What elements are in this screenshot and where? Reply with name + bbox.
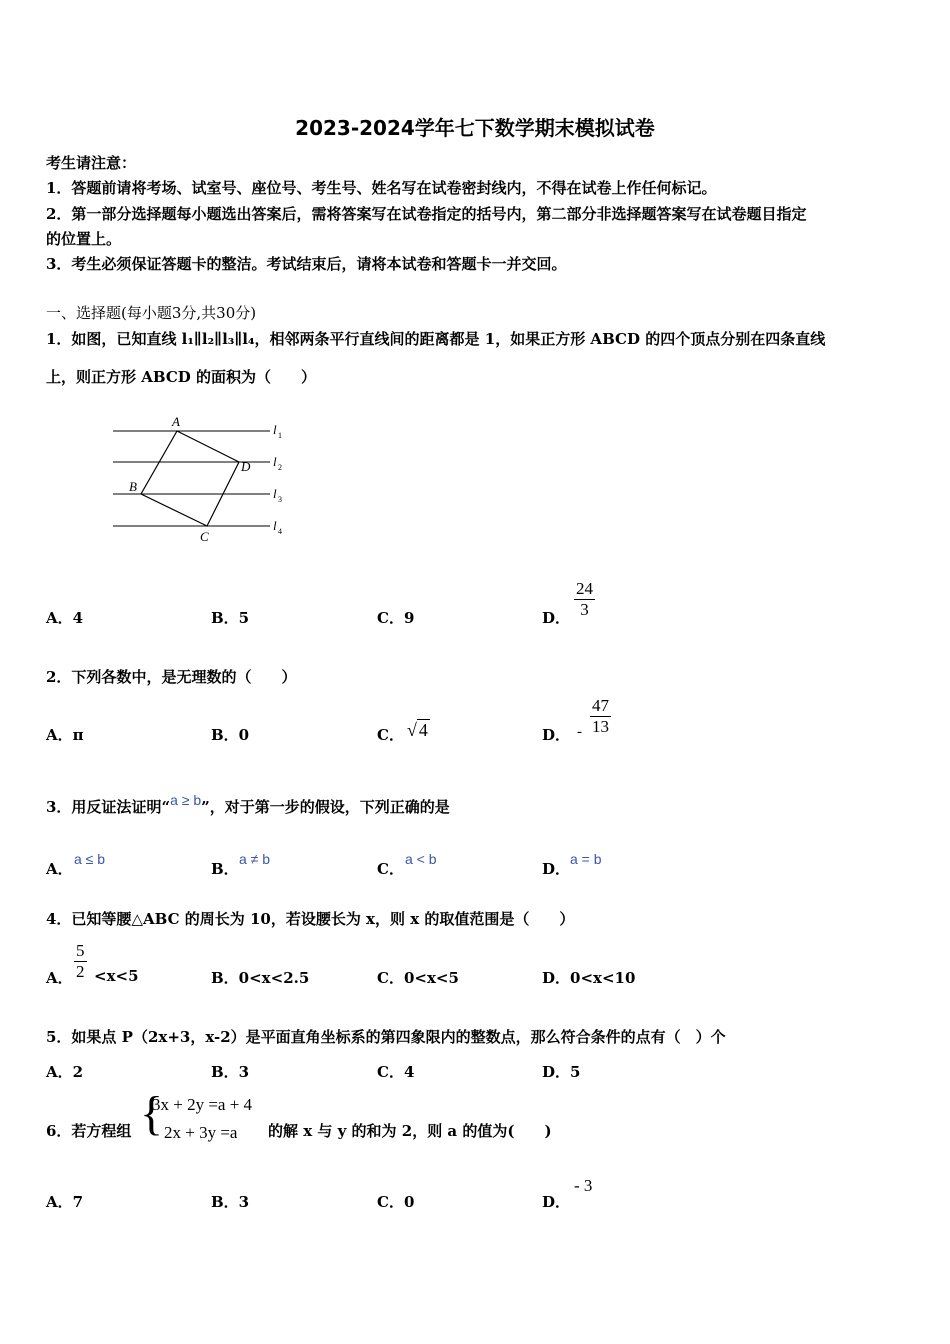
q4-stem: 4．已知等腰△ABC 的周长为 10，若设腰长为 x，则 x 的取值范围是（ ） bbox=[46, 910, 575, 928]
q5-stem: 5．如果点 P（2x+3，x-2）是平面直角坐标系的第四象限内的整数点，那么符合条件的点有（ ）个 bbox=[46, 1028, 726, 1046]
q3-option-c-expr: a < b bbox=[405, 851, 437, 867]
q2-option-d-sign: - bbox=[577, 724, 582, 740]
q4-a-numerator: 5 bbox=[76, 941, 85, 960]
q1-option-c[interactable]: C．9 bbox=[377, 609, 415, 627]
label-l4-sub: 4 bbox=[278, 527, 282, 536]
q3-option-c[interactable]: C． bbox=[377, 860, 404, 878]
notice-heading: 考生请注意： bbox=[46, 154, 137, 172]
q3-option-a-expr: a ≤ b bbox=[74, 851, 106, 867]
q1-d-denominator: 3 bbox=[580, 599, 589, 619]
label-a: A bbox=[172, 414, 180, 429]
sqrt-symbol: √ bbox=[407, 720, 417, 740]
q6-brace-icon: { bbox=[140, 1087, 164, 1140]
label-b: B bbox=[129, 479, 137, 494]
q1-option-d[interactable]: D． bbox=[542, 609, 571, 627]
q6-equation-1: 3x + 2y =a + 4 bbox=[152, 1095, 253, 1114]
q6-option-d[interactable]: D． bbox=[542, 1193, 571, 1211]
q5-option-a[interactable]: A．2 bbox=[46, 1063, 84, 1081]
q3-option-d-expr: a = b bbox=[570, 851, 602, 867]
q3-option-d[interactable]: D． bbox=[542, 860, 571, 878]
label-l2-sub: 2 bbox=[278, 463, 282, 472]
q3-stem-expr: a ≥ b bbox=[170, 792, 202, 808]
q6-option-c[interactable]: C．0 bbox=[377, 1193, 415, 1211]
q2-option-d[interactable]: D． bbox=[542, 726, 571, 744]
notice-item-2-cont: 的位置上。 bbox=[46, 230, 122, 248]
q2-option-b[interactable]: B．0 bbox=[211, 726, 250, 744]
q5-option-d[interactable]: D．5 bbox=[542, 1063, 581, 1081]
q4-option-a-fraction bbox=[74, 942, 87, 981]
q6-option-b[interactable]: B．3 bbox=[211, 1193, 250, 1211]
q1-d-numerator: 24 bbox=[576, 579, 593, 598]
q6-stem-pre: 6．若方程组 bbox=[46, 1122, 132, 1140]
sqrt-radicand: 4 bbox=[418, 720, 428, 740]
section-heading: 一、选择题(每小题3分,共30分) bbox=[46, 304, 257, 322]
q1-option-d-fraction bbox=[574, 580, 595, 619]
q4-option-c[interactable]: C．0<x<5 bbox=[377, 969, 459, 987]
q1-option-a[interactable]: A．4 bbox=[46, 609, 84, 627]
q2-d-denominator: 13 bbox=[592, 716, 609, 736]
square-abcd bbox=[141, 431, 239, 526]
q3-stem bbox=[46, 792, 450, 817]
q3-stem-pre: 3．用反证法证明“ bbox=[46, 798, 171, 816]
q4-option-a-tail: <x<5 bbox=[94, 967, 139, 985]
q2-option-a[interactable]: A．π bbox=[46, 726, 84, 744]
q6-option-a[interactable]: A．7 bbox=[46, 1193, 84, 1211]
q3-option-b[interactable]: B． bbox=[211, 860, 239, 878]
q1-stem-line1: 1．如图，已知直线 l₁∥l₂∥l₃∥l₄，相邻两条平行直线间的距离都是 1，如果正方形 ABCD 的四个顶点分别在四条直线 bbox=[46, 330, 826, 348]
label-l3-sub: 3 bbox=[278, 495, 282, 504]
page-title: 2023-2024学年七下数学期末模拟试卷 bbox=[295, 116, 655, 140]
q2-stem: 2．下列各数中，是无理数的（ ） bbox=[46, 668, 297, 686]
notice-item-1: 1．答题前请将考场、试室号、座位号、考生号、姓名写在试卷密封线内，不得在试卷上作任何标记。 bbox=[46, 179, 717, 197]
q6-equation-system bbox=[152, 1091, 252, 1147]
q5-option-c[interactable]: C．4 bbox=[377, 1063, 415, 1081]
q4-a-denominator: 2 bbox=[76, 961, 85, 981]
q2-option-d-fraction bbox=[590, 697, 611, 736]
q6-stem-post: 的解 x 与 y 的和为 2，则 a 的值为( ) bbox=[268, 1122, 552, 1140]
q6-option-d-value: - 3 bbox=[574, 1176, 593, 1195]
q4-option-a[interactable]: A． bbox=[46, 969, 73, 987]
q3-option-a[interactable]: A． bbox=[46, 860, 73, 878]
q5-option-b[interactable]: B．3 bbox=[211, 1063, 250, 1081]
q2-option-c-sqrt bbox=[407, 720, 430, 741]
q4-option-b[interactable]: B．0<x<2.5 bbox=[211, 969, 310, 987]
label-c: C bbox=[200, 529, 209, 544]
label-l2: l bbox=[273, 454, 277, 469]
notice-item-2: 2．第一部分选择题每小题选出答案后，需将答案写在试卷指定的括号内，第二部分非选择题答案写在试卷题目指定 bbox=[46, 205, 807, 223]
q4-option-d[interactable]: D．0<x<10 bbox=[542, 969, 636, 987]
label-l4: l bbox=[273, 518, 277, 533]
label-l1-sub: 1 bbox=[278, 431, 282, 440]
label-l1: l bbox=[273, 422, 277, 437]
label-d: D bbox=[241, 459, 251, 474]
q1-stem-line2: 上，则正方形 ABCD 的面积为（ ） bbox=[46, 368, 316, 386]
q3-stem-post: ”，对于第一步的假设，下列正确的是 bbox=[201, 798, 450, 816]
q1-option-b[interactable]: B．5 bbox=[211, 609, 250, 627]
q1-figure bbox=[108, 410, 298, 546]
q2-d-numerator: 47 bbox=[592, 696, 609, 715]
q6-equation-2: 2x + 3y =a bbox=[164, 1123, 238, 1142]
q2-option-c[interactable]: C． bbox=[377, 726, 404, 744]
q3-option-b-expr: a ≠ b bbox=[239, 851, 271, 867]
label-l3: l bbox=[273, 486, 277, 501]
notice-item-3: 3．考生必须保证答题卡的整洁。考试结束后，请将本试卷和答题卡一并交回。 bbox=[46, 255, 567, 273]
